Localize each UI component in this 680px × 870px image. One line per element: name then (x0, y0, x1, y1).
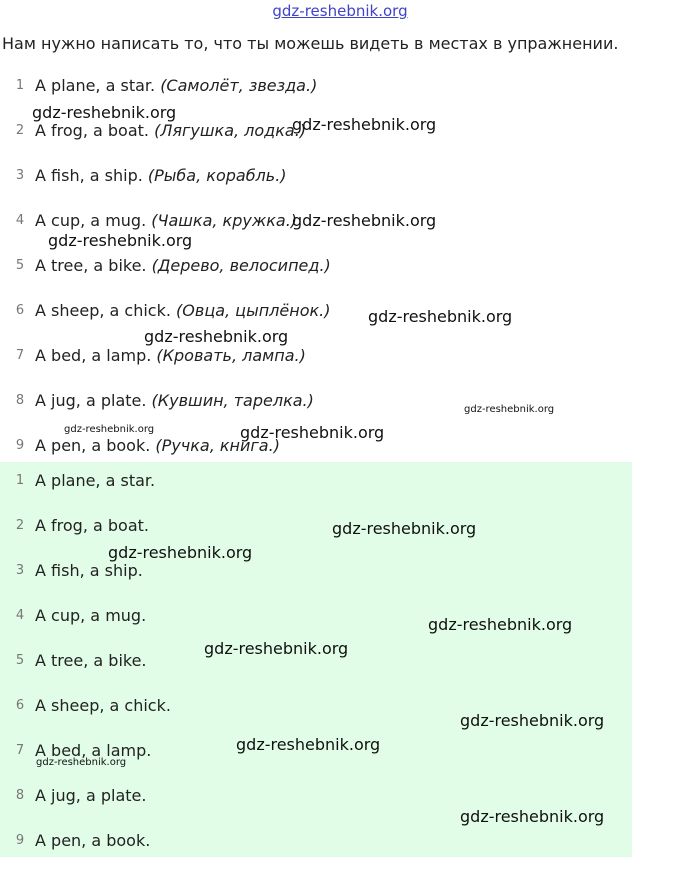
item-english: A tree, a bike. (35, 256, 147, 275)
item-translation: (Рыба, корабль.) (147, 166, 287, 185)
item-english: A jug, a plate. (35, 391, 147, 410)
item-english: A cup, a mug. (35, 606, 147, 625)
watermark: gdz-reshebnik.org (428, 615, 573, 634)
item-number: 8 (15, 788, 25, 803)
list-item (0, 250, 680, 295)
item-number: 5 (15, 653, 25, 668)
item-english: A bed, a lamp. (35, 346, 152, 365)
item-number: 3 (15, 168, 25, 183)
item-number: 8 (15, 393, 25, 408)
site-header-link[interactable]: gdz-reshebnik.org (272, 2, 408, 20)
item-english: A fish, a ship. (35, 166, 143, 185)
watermark: gdz-reshebnik.org (32, 103, 177, 122)
item-number: 4 (15, 213, 25, 228)
item-english: A frog, a boat. (35, 121, 150, 140)
item-english: A tree, a bike. (35, 651, 147, 670)
item-number: 9 (15, 833, 25, 848)
item-translation: (Овца, цыплёнок.) (176, 301, 331, 320)
item-english: A fish, a ship. (35, 561, 143, 580)
item-number: 1 (15, 78, 25, 93)
item-number: 7 (15, 743, 25, 758)
item-number: 6 (15, 303, 25, 318)
item-number: 1 (15, 473, 25, 488)
watermark: gdz-reshebnik.org (460, 807, 605, 826)
watermark: gdz-reshebnik.org (48, 231, 193, 250)
watermark: gdz-reshebnik.org (332, 519, 477, 538)
item-translation: (Самолёт, звезда.) (160, 76, 318, 95)
watermark: gdz-reshebnik.org (36, 757, 127, 768)
item-english: A cup, a mug. (35, 211, 147, 230)
watermark: gdz-reshebnik.org (292, 115, 437, 134)
item-number: 7 (15, 348, 25, 363)
item-number: 9 (15, 438, 25, 453)
watermark: gdz-reshebnik.org (204, 639, 349, 658)
list-item (0, 825, 680, 870)
item-translation: (Дерево, велосипед.) (151, 256, 331, 275)
list-item (0, 465, 680, 510)
list-item (0, 340, 680, 385)
item-english: A frog, a boat. (35, 516, 150, 535)
item-translation: (Лягушка, лодка.) (154, 121, 307, 140)
item-english: A sheep, a chick. (35, 696, 171, 715)
item-translation: (Кровать, лампа.) (156, 346, 306, 365)
watermark: gdz-reshebnik.org (64, 424, 155, 435)
item-number: 2 (15, 123, 25, 138)
item-english: A plane, a star. (35, 471, 156, 490)
watermark: gdz-reshebnik.org (236, 735, 381, 754)
list-item (0, 295, 680, 340)
intro-text: Нам нужно написать то, что ты можешь видеть в местах в упражнении. (2, 34, 619, 53)
item-number: 6 (15, 698, 25, 713)
item-english: A plane, a star. (35, 76, 156, 95)
item-english: A bed, a lamp. (35, 741, 152, 760)
item-translation: (Кувшин, тарелка.) (151, 391, 314, 410)
watermark: gdz-reshebnik.org (460, 711, 605, 730)
item-translation: (Ручка, книга.) (155, 436, 280, 455)
watermark: gdz-reshebnik.org (144, 327, 289, 346)
list-item (0, 555, 680, 600)
item-number: 5 (15, 258, 25, 273)
watermark: gdz-reshebnik.org (292, 211, 437, 230)
item-english: A jug, a plate. (35, 786, 147, 805)
watermark: gdz-reshebnik.org (368, 307, 513, 326)
list-item (0, 160, 680, 205)
item-english: A sheep, a chick. (35, 301, 171, 320)
item-number: 4 (15, 608, 25, 623)
item-number: 2 (15, 518, 25, 533)
item-english: A pen, a book. (35, 831, 151, 850)
watermark: gdz-reshebnik.org (464, 404, 555, 415)
item-english: A pen, a book. (35, 436, 151, 455)
item-number: 3 (15, 563, 25, 578)
watermark: gdz-reshebnik.org (108, 543, 253, 562)
watermark: gdz-reshebnik.org (240, 423, 385, 442)
item-translation: (Чашка, кружка.) (151, 211, 298, 230)
